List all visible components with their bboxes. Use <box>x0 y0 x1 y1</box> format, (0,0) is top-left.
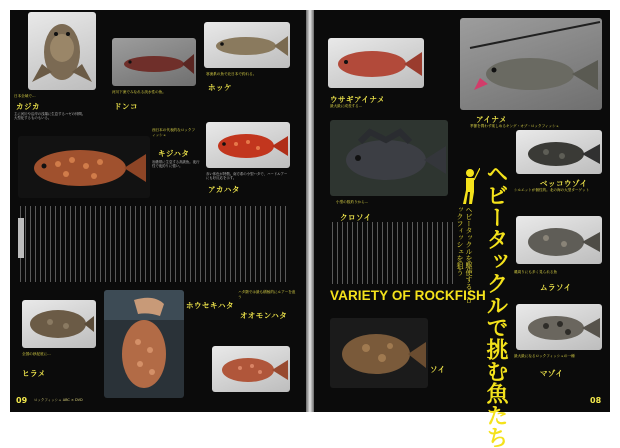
mazoi-name: マゾイ <box>540 369 564 378</box>
ainame-caption: 季節を問わず楽しめるキング・オブ・ロックフィッシュ <box>470 124 560 128</box>
kajika-photo <box>28 12 96 90</box>
usabi-ainame-name: ウサギアイナメ <box>330 95 386 104</box>
murasoi-photo <box>516 216 602 264</box>
usabi-ainame-text <box>330 110 426 120</box>
kurosoi-caption: 小型の数釣りから… <box>336 200 369 204</box>
houseki-hata-name: ホウセキハタ <box>186 301 234 310</box>
usabi-ainame-photo <box>328 38 424 88</box>
bekkousoi-caption: シルエットが個性的。北の海の大型ターゲット <box>514 188 590 192</box>
oomonhata-caption: ハタ類では最も積極的にルアーを追う <box>238 290 296 299</box>
angler-hand-photo <box>104 290 184 398</box>
akahata-photo <box>206 122 290 168</box>
kajika-name: カジカ <box>16 102 40 111</box>
kijihata-text: 岩礁帯に生息する高級魚。夜行性で夜釣りに強い。 <box>152 160 200 169</box>
bekkousoi-photo <box>516 130 602 174</box>
left-article-text <box>18 206 290 282</box>
feature-headline: ヘビータックルで挑む魚たち <box>483 162 508 448</box>
left-page-footer: ロックフィッシュ ABC × DVD <box>34 398 83 402</box>
kajika-caption: 日本全域で… <box>14 94 36 98</box>
kurosoi-name: クロソイ <box>340 213 372 222</box>
soi-name: ソイ <box>430 365 446 374</box>
right-article-text <box>330 222 454 284</box>
book-spine <box>306 10 314 412</box>
variety-title: VARIETY OF ROCKFISH <box>330 288 486 303</box>
akahata-text: 赤い体色が特徴。南方系の小型ハタで、ハードルアーにも好反応を示す。 <box>206 172 288 181</box>
ainame-photo <box>460 18 602 110</box>
usabi-ainame-caption: 最大級に成長する… <box>330 104 363 108</box>
oomonhata-name: オオモンハタ <box>240 311 288 320</box>
kurosoi-photo <box>330 120 448 196</box>
feature-subline: ヘビータックルを駆使する！ロックフィッシュを狙う <box>456 206 473 304</box>
kijihata-name: キジハタ <box>158 149 190 158</box>
hokke-text <box>206 92 290 112</box>
left-article-marker <box>18 218 24 258</box>
soi-photo <box>330 318 428 388</box>
hirame-photo <box>22 300 96 348</box>
oomonhata-photo <box>212 346 290 392</box>
right-page-folio: 08 <box>590 396 602 405</box>
left-page-folio: 09 <box>16 396 28 405</box>
hirame-name: ヒラメ <box>22 369 46 378</box>
mazoi-photo <box>516 304 602 350</box>
donko-photo <box>112 38 196 86</box>
donko-caption: 河川下流でみなれる淡水性の魚。 <box>112 90 166 94</box>
akahata-name: アカハタ <box>208 185 240 194</box>
kijihata-photo <box>18 136 150 198</box>
murasoi-name: ムラソイ <box>540 283 572 292</box>
hirame-caption: 全国の砂泥底に… <box>22 352 51 356</box>
donko-name: ドンコ <box>114 102 138 111</box>
ainame-name: アイナメ <box>476 115 508 124</box>
kijihata-caption: 西日本の代表的なロックフィッシュ <box>152 128 196 137</box>
bekkousoi-name: ベッコウゾイ <box>540 179 588 188</box>
donko-text <box>112 112 192 126</box>
hokke-name: ホッケ <box>208 83 232 92</box>
hokke-caption: 寒流系の魚で北日本で釣れる。 <box>206 72 257 76</box>
murasoi-caption: 磯周りにも多く見られる魚 <box>514 270 558 274</box>
kajika-text: 主に河川や沿岸の浅場に生息するハゼの仲間。大型化するものもいる。 <box>14 112 86 121</box>
mazoi-caption: 最大級になるロックフィッシュの一種 <box>514 354 575 358</box>
hokke-photo <box>204 22 290 68</box>
